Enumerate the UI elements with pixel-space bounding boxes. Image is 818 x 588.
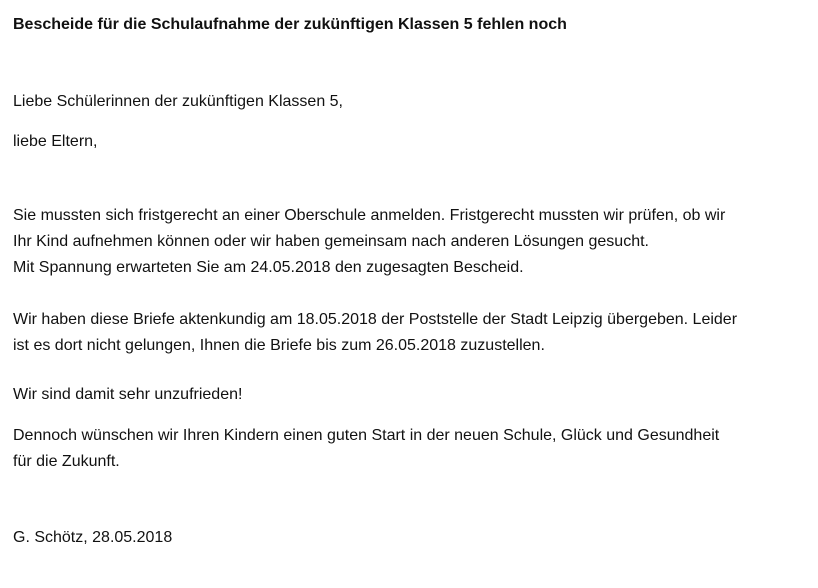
salutation-line-1: Liebe Schülerinnen der zukünftigen Klassen 5, — [13, 93, 343, 110]
paragraph-2-line-2: ist es dort nicht gelungen, Ihnen die Briefe bis zum 26.05.2018 zuzustellen. — [13, 337, 545, 354]
paragraph-1-line-2: Ihr Kind aufnehmen können oder wir haben gemeinsam nach anderen Lösungen gesucht. — [13, 233, 649, 250]
paragraph-2-line-1: Wir haben diese Briefe aktenkundig am 18.05.2018 der Poststelle der Stadt Leipzig übergeben. Leider — [13, 311, 738, 328]
salutation-line-2: liebe Eltern, — [13, 133, 98, 150]
letter-title: Bescheide für die Schulaufnahme der zukünftigen Klassen 5 fehlen noch — [13, 16, 567, 33]
signature-line: G. Schötz, 28.05.2018 — [13, 529, 173, 546]
paragraph-3: Wir sind damit sehr unzufrieden! — [13, 386, 243, 403]
paragraph-1-line-3: Mit Spannung erwarteten Sie am 24.05.2018 den zugesagten Bescheid. — [13, 259, 524, 276]
paragraph-1-line-1: Sie mussten sich fristgerecht an einer Oberschule anmelden. Fristgerecht mussten wir prüfen, ob wir — [13, 207, 726, 224]
paragraph-4-line-2: für die Zukunft. — [13, 453, 120, 470]
paragraph-4-line-1: Dennoch wünschen wir Ihren Kindern einen guten Start in der neuen Schule, Glück und Gesundheit — [13, 427, 720, 444]
